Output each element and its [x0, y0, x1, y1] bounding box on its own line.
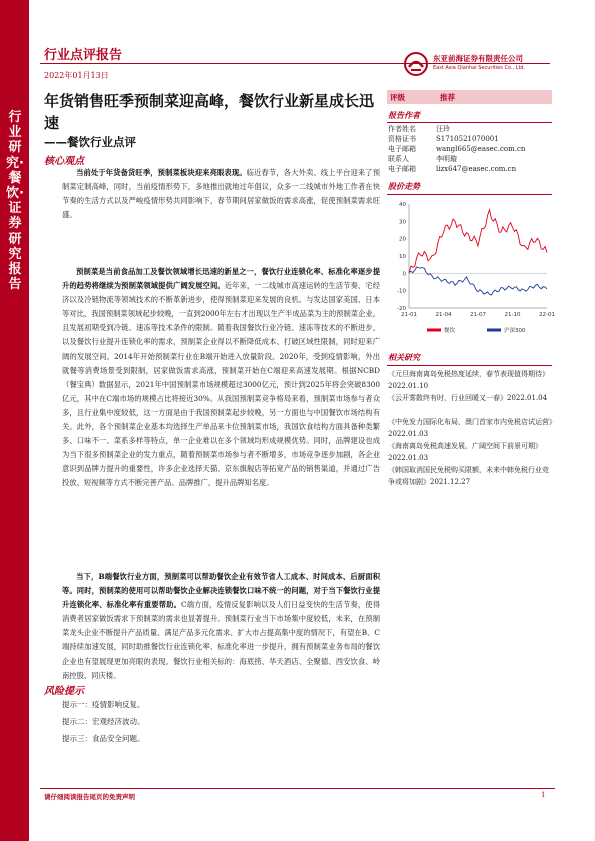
paragraph-1-lead: 当前处于年货备货旺季，预制菜板块迎来亮眼表现。: [76, 168, 247, 177]
legend-label: 沪深300: [504, 328, 526, 334]
paragraph-3-body: C端方面，疫情反复影响以及人们日益变快的生活节奏，使得消费者居家做饭需求下预制菜的需求也显著提升。预制菜行业当下市场集中度较低，未来，在预制菜龙头企业不断提升产品质量、满足产品多元化需求、扩大市占提高集中度的情况下，有望在B、C端持续加速发展，同时助推餐饮行业连锁化率、标准化率进一步提升，拥有预制菜业务布局的餐饮企业也有望展现更加亮眼的表现。餐饮行业相关标的：海底捞、华天酒店、全聚德、西安饮食、岭南控股、同庆楼。: [62, 600, 380, 680]
report-subtitle: ——餐饮行业点评: [44, 135, 136, 149]
report-date: 2022年01月13日: [44, 71, 109, 80]
author-row: [388, 165, 516, 175]
risk-item: 提示三：食品安全问题。: [62, 734, 145, 743]
author-row-label: 电子邮箱: [388, 145, 416, 153]
trend-divider: [387, 194, 552, 195]
related-report-link[interactable]: 《云开雾散终有时，行业回暖又一春》2022.01.04: [388, 394, 548, 402]
author-row-value: 李明璇: [436, 155, 457, 163]
company-name-cn: 东亚前海证券有限责任公司: [433, 54, 523, 63]
author-row-label: 资格证书: [388, 135, 416, 143]
left-sidebar: [0, 0, 29, 841]
author-row: [388, 155, 457, 165]
rating-bar: [387, 90, 552, 104]
related-divider: [387, 365, 552, 366]
related-report-link[interactable]: 《海南离岛免税高速发展，广阔空间下前景可期》2022.01.03: [388, 442, 542, 462]
rating-value: 推荐: [440, 93, 455, 102]
y-tick-label: 20: [399, 236, 406, 243]
paragraph-2: [62, 265, 380, 491]
stock-trend-chart: [387, 198, 555, 338]
sidebar-label: 行业研究·餐饮·证券研究报告: [6, 110, 24, 293]
core-views-heading: 核心观点: [44, 156, 84, 167]
author-row: [388, 135, 499, 145]
legend-label: 餐饮: [444, 328, 456, 334]
author-row-label: 联系人: [388, 155, 409, 163]
related-report-link[interactable]: 《中免发力国际化布局，澳门首家市内免税店试运营》2022.01.03: [388, 418, 553, 438]
y-tick-label: 10: [399, 254, 406, 260]
series-line-csi300: [409, 267, 547, 295]
paragraph-1-body: 临近春节，各大外卖、线上平台迎来了预制菜定制高峰，同时，当前疫情形势下，多地推出就地过年倡议，众多一二线城市外地工作者在快节奏的生活方式以及严峻疫情形势共同影响下，春节期间居家做饭的需求高涨，促使预制菜需求旺盛。: [62, 168, 381, 220]
paragraph-3: [62, 570, 380, 683]
paragraph-2-body: 近年来，一二线城市高速运转的生活节奏、宅经济以及冷链物流等领域技术的不断革新进步，使得预制菜迎来发展的良机。与发达国家美国、日本等对比，我国预制菜领域起步较晚，一直到2000年左右才出现以生产半成品菜为主的预制菜企业，且发展初期受到冷链、速冻等技术条件的限制。随着我国餐饮行业冷链、速冻等技术的不断进步，以及餐饮行业提升连锁化率的需求，预制菜企业得以不断降低成本、打破区域性限制，同时迎来广阔的发展空间。2014年开始预制菜行业在B端开始进入放量阶段。2020年，受到疫情影响，外出就餐等消费场景受到限制，居家做饭需求高涨，预制菜开始在C端迎来高速发展期。根据NCBD（餐宝典）数据显示，2021年中国预制菜市场规模超过3000亿元，预计到2025年将会突破8300亿元，其中在C端市场的规模占比将接近30%。从我国预制菜竞争格局来看，预制菜市场参与者众多，且行业集中度较低，这一方面是由于我国预制菜起步较晚，另一方面也与中国餐饮市场结构有关。此外，各个预制菜企业基本均选择生产单品来卡位预制菜市场，我国饮食结构方面具备种类繁多、口味不一、菜系多样等特点，单一企业难以在多个领域均形成规模优势。同时，品牌建设也成为当下很多预制菜企业的发力重点，随着预制菜市场参与者不断增多，市场竞争逐步加剧，各企业意识到品牌力提升的重要性，许多企业选择天猫、京东旗舰店等拓宽产品的销售渠道，并通过广告投放、短视频等方式不断完善产品、品牌推广，提升品牌知名度。: [62, 281, 380, 488]
series-line-catering: [409, 210, 547, 274]
author-row-value: S1710521070001: [436, 135, 499, 143]
author-divider: [387, 122, 552, 123]
footer-divider: [40, 788, 555, 789]
x-tick-label: 22-01: [539, 312, 555, 318]
author-row: [388, 145, 525, 155]
y-tick-label: -10: [397, 288, 406, 295]
related-report-link[interactable]: 《韩国取消国民免税购买限额，未来中韩免税行业竞争或将加剧》2021.12.27: [388, 466, 549, 486]
rating-label: 评级: [390, 93, 405, 102]
x-tick-label: 21-01: [401, 312, 417, 318]
report-type: 行业点评报告: [44, 48, 123, 63]
author-row: [388, 125, 450, 135]
risk-item: 提示二：宏观经济波动。: [62, 717, 145, 726]
y-tick-label: 0: [402, 271, 406, 278]
author-row-label: 电子邮箱: [388, 165, 416, 173]
risk-item: 提示一：疫情影响反复。: [62, 700, 145, 709]
related-research-heading: 相关研究: [388, 353, 420, 362]
company-name-en: East Asia Qianhai Securities Co., Ltd.: [433, 65, 526, 71]
paragraph-1: [62, 166, 380, 222]
risk-heading: 风险提示: [44, 686, 84, 697]
author-email-link[interactable]: wangl665@easec.com.cn: [436, 145, 526, 153]
report-title: 年货销售旺季预制菜迎高峰，餐饮行业新星成长迅速: [44, 92, 375, 132]
author-heading: 报告作者: [388, 111, 420, 120]
paragraph-2-lead: 预制菜是当前食品加工及餐饮领域增长迅速的新星之一，餐饮行业连锁化率、标准化率逐步提升的趋势将继续为预制菜领域提供广阔发展空间。: [62, 267, 380, 291]
y-tick-label: 30: [399, 219, 406, 226]
stock-trend-heading: 股价走势: [388, 182, 420, 191]
x-tick-label: 21-04: [435, 312, 452, 318]
x-tick-label: 21-10: [504, 312, 521, 318]
related-report-link[interactable]: 《元旦海南离岛免税热度延续，春节表现值得期待》2022.01.10: [388, 370, 549, 390]
paragraph-3-lead: 当下，B端餐饮行业方面，预制菜可以帮助餐饮企业有效节省人工成本、时间成本、后厨面积等。同时，预制菜的使用可以帮助餐饮企业解决连锁餐饮口味不统一的问题，对于当下餐饮行业提升连锁化率、标准化率有重要帮助。: [62, 572, 380, 610]
author-row-value: 汪玲: [436, 125, 450, 133]
logo-icon: [403, 51, 431, 77]
author-email-link[interactable]: lizx647@easec.com.cn: [436, 165, 517, 173]
page-number: 1: [541, 791, 546, 799]
disclaimer-note: 请仔细阅读报告尾页的免责声明: [44, 793, 135, 801]
y-tick-label: -20: [397, 306, 406, 312]
author-row-label: 作者姓名: [388, 125, 416, 133]
x-tick-label: 21-07: [470, 312, 486, 318]
y-tick-label: 40: [399, 202, 406, 208]
